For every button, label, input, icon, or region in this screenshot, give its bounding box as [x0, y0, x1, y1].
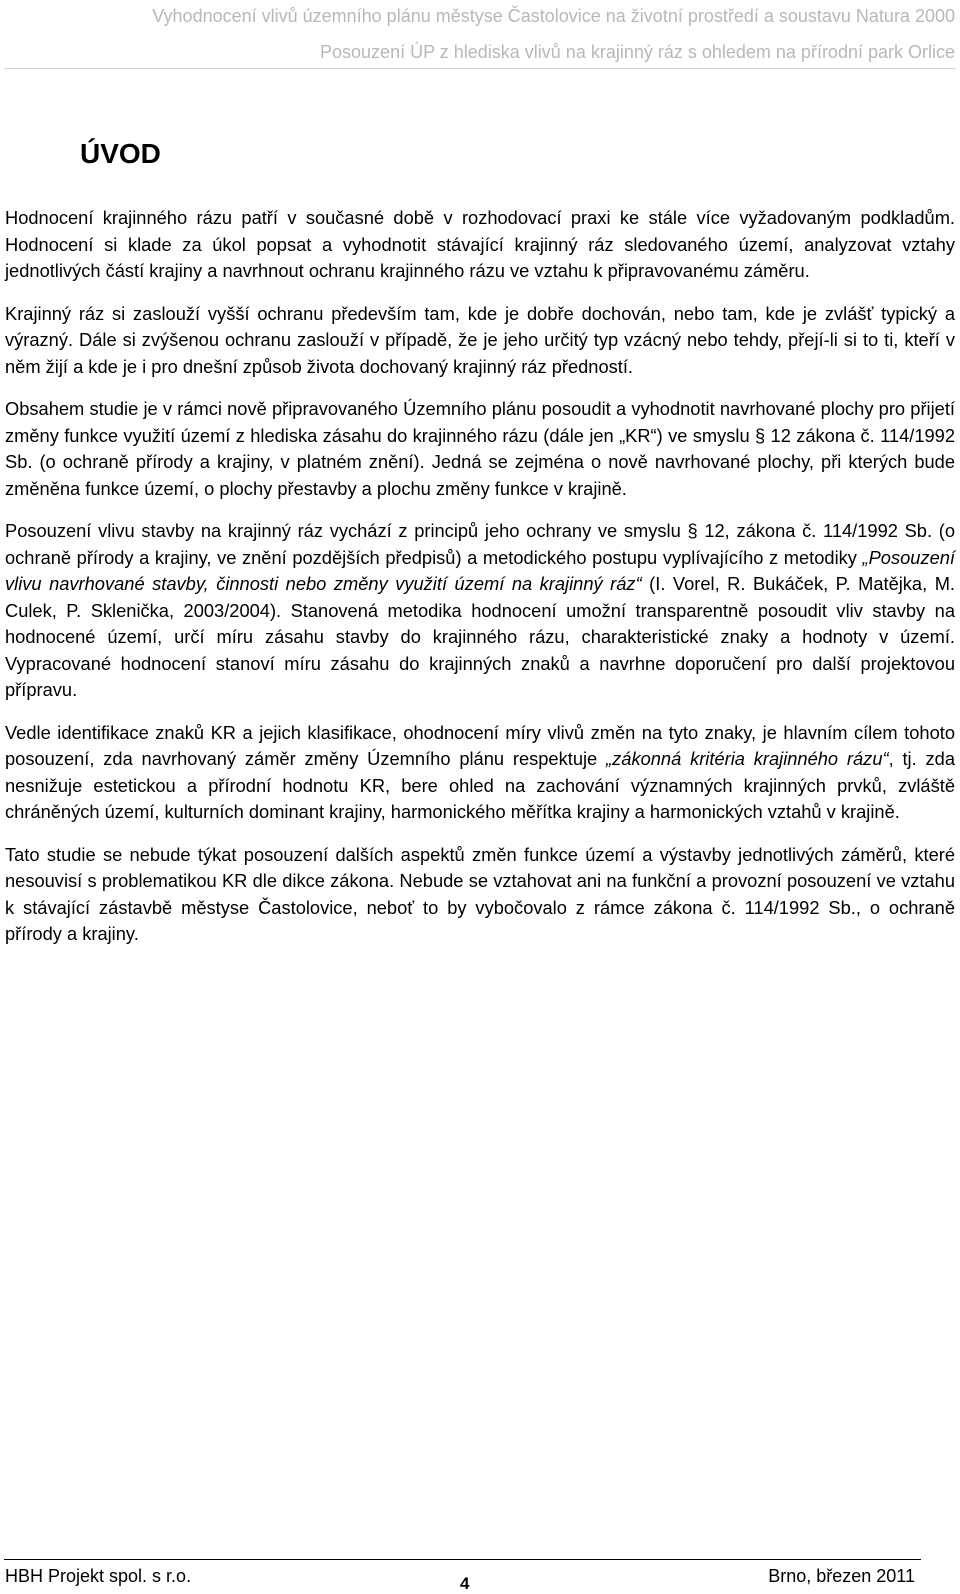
paragraph-2: Krajinný ráz si zaslouží vyšší ochranu především tam, kde je dobře dochován, nebo tam, kde je zvlášť typický a výrazný. Dále si zvýšenou ochranu zaslouží v případě, že je jeho určitý typ vzácný nebo tehdy, přejí-li si to ti, kteří v něm žijí a kde je i pro dnešní způsob života dochovaný krajinný ráz předností.: [5, 302, 955, 377]
document-body: [5, 205, 955, 964]
footer-divider: [4, 1559, 921, 1560]
paragraph-6: Tato studie se nebude týkat posouzení dalších aspektů změn funkce území a výstavby jednotlivých záměrů, které nesouvisí s problematikou KR dle dikce zákona. Nebude se vztahovat ani na funkční a provozní posouzení ve vztahu k stávající zástavbě městyse Častolovice, neboť to by vybočovalo z rámce zákona č. 114/1992 Sb., o ochraně přírody a krajiny.: [5, 843, 955, 944]
paragraph-5-text-b: , tj. zda nesnižuje estetickou a přírodní hodnotu KR, bere ohled na zachování významných krajinných prvků, zvláště chráněných území, kulturních dominant krajiny, harmonického měřítka krajiny a harmonických vztahů v krajině.: [5, 748, 955, 822]
page-number: 4: [460, 1574, 470, 1593]
paragraph-4: [5, 518, 955, 704]
paragraph-5-text-a: Vedle identifikace znaků KR a jejich klasifikace, ohodnocení míry vlivů změn na tyto znaky, je hlavním cílem tohoto posouzení, zda navrhovaný záměr změny Územního plánu respektuje: [5, 721, 955, 769]
paragraph-5: [5, 720, 955, 826]
header-document-title: Vyhodnocení vlivů územního plánu městyse Častolovice na životní prostředí a soustavu Natura 2000: [152, 6, 955, 26]
paragraph-4-text-b: (I. Vorel, R. Bukáček, P. Matějka, M. Culek, P. Sklenička, 2003/2004). Stanovená metodika hodnocení umožní transparentně posoudit vliv stavby na hodnocené území, určí míru zásahu stavby do krajinného rázu, charakteristické znaky a hodnoty v území. Vypracované hodnocení stanoví míru zásahu do krajinných znaků a navrhne doporučení pro další projektovou přípravu.: [5, 573, 955, 700]
header-divider: [4, 68, 956, 69]
methodology-title: „Posouzení vlivu navrhované stavby, činnosti nebo změny využití území na krajinný ráz“: [5, 546, 955, 594]
legal-criteria-term: „zákonná kritéria krajinného rázu“: [606, 748, 889, 769]
paragraph-4-text-a: Posouzení vlivu stavby na krajinný ráz vychází z principů jeho ochrany ve smyslu § 12, zákona č. 114/1992 Sb. (o ochraně přírody a krajiny, ve znění pozdějších předpisů) a metodického postupu vyplívajícího z metodiky: [5, 520, 955, 568]
paragraph-1: Hodnocení krajinného rázu patří v současné době v rozhodovací praxi ke stále více vyžadovaným podkladům. Hodnocení si klade za úkol popsat a vyhodnotit stávající krajinný ráz sledovaného území, analyzovat vztahy jednotlivých částí krajiny a navrhnout ochranu krajinného rázu ve vztahu k připravovanému záměru.: [5, 207, 955, 281]
paragraph-3: Obsahem studie je v rámci nově připravovaného Územního plánu posoudit a vyhodnotit navrhované plochy pro přijetí změny funkce využití území z hlediska zásahu do krajinného rázu (dále jen „KR“) ve smyslu § 12 zákona č. 114/1992 Sb. (o ochraně přírody a krajiny, v platném znění). Jedná se zejména o nově navrhované plochy, při kterých bude změněna funkce území, o plochy přestavby a plochu změny funkce v krajině.: [5, 398, 955, 499]
header-document-subtitle: Posouzení ÚP z hlediska vlivů na krajinný ráz s ohledem na přírodní park Orlice: [320, 42, 955, 62]
footer-company: HBH Projekt spol. s r.o.: [5, 1566, 192, 1586]
footer-place-date: Brno, březen 2011: [768, 1566, 915, 1586]
section-heading: ÚVOD: [80, 138, 161, 169]
